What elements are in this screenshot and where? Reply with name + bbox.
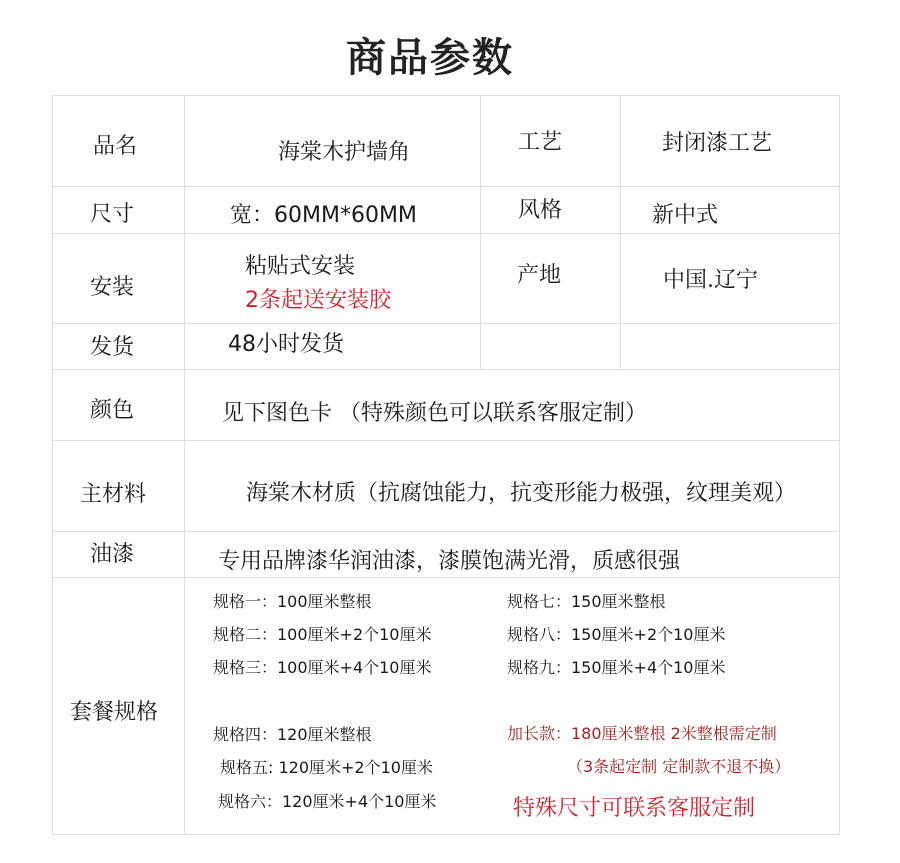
spec-2: 规格二：100厘米+2个10厘米 bbox=[213, 625, 432, 644]
spec-1: 规格一：100厘米整根 bbox=[213, 592, 372, 611]
label-size: 尺寸 bbox=[90, 202, 135, 227]
spec-9: 规格九：150厘米+4个10厘米 bbox=[507, 658, 726, 677]
row-divider bbox=[52, 186, 840, 187]
label-craft: 工艺 bbox=[518, 130, 563, 155]
value-ship: 48小时发货 bbox=[228, 332, 344, 357]
row-divider bbox=[52, 440, 840, 441]
spec-4: 规格四：120厘米整根 bbox=[213, 725, 372, 744]
value-color: 见下图色卡 （特殊颜色可以联系客服定制） bbox=[222, 401, 647, 426]
value-install: 粘贴式安装 bbox=[245, 254, 356, 279]
row-divider bbox=[52, 577, 840, 578]
special-size-note: 特殊尺寸可联系客服定制 bbox=[513, 796, 756, 821]
value-style: 新中式 bbox=[652, 203, 719, 228]
spec-3: 规格三：100厘米+4个10厘米 bbox=[213, 658, 432, 677]
row-divider bbox=[52, 531, 840, 532]
row-divider bbox=[52, 233, 840, 234]
spec-7: 规格七：150厘米整根 bbox=[507, 592, 666, 611]
extended-note: （3条起定制 定制款不退不换） bbox=[567, 757, 791, 776]
col-divider bbox=[620, 95, 621, 369]
col-divider bbox=[480, 95, 481, 369]
install-note: 2条起送安装胶 bbox=[245, 288, 391, 313]
label-style: 风格 bbox=[518, 198, 563, 223]
row-divider bbox=[52, 369, 840, 370]
value-name: 海棠木护墙角 bbox=[278, 140, 411, 165]
value-material: 海棠木材质（抗腐蚀能力，抗变形能力极强，纹理美观） bbox=[246, 481, 797, 506]
label-paint: 油漆 bbox=[90, 542, 135, 567]
spec-5: 规格五: 120厘米+2个10厘米 bbox=[220, 758, 433, 777]
label-ship: 发货 bbox=[90, 335, 135, 360]
value-origin: 中国.辽宁 bbox=[663, 268, 758, 293]
spec-8: 规格八：150厘米+2个10厘米 bbox=[507, 625, 726, 644]
label-install: 安装 bbox=[90, 275, 135, 300]
label-name: 品名 bbox=[93, 134, 138, 159]
value-craft: 封闭漆工艺 bbox=[662, 131, 773, 156]
label-origin: 产地 bbox=[517, 263, 562, 288]
value-size: 宽：60MM*60MM bbox=[230, 203, 417, 228]
label-color: 颜色 bbox=[90, 398, 135, 423]
col-divider bbox=[184, 95, 185, 835]
page-title: 商品参数 bbox=[346, 35, 514, 81]
label-material: 主材料 bbox=[80, 482, 147, 507]
row-divider bbox=[52, 323, 840, 324]
extended-spec: 加长款：180厘米整根 2米整根需定制 bbox=[507, 724, 777, 743]
spec-6: 规格六：120厘米+4个10厘米 bbox=[218, 792, 437, 811]
value-paint: 专用品牌漆华润油漆，漆膜饱满光滑，质感很强 bbox=[218, 549, 681, 574]
label-package: 套餐规格 bbox=[70, 700, 159, 725]
